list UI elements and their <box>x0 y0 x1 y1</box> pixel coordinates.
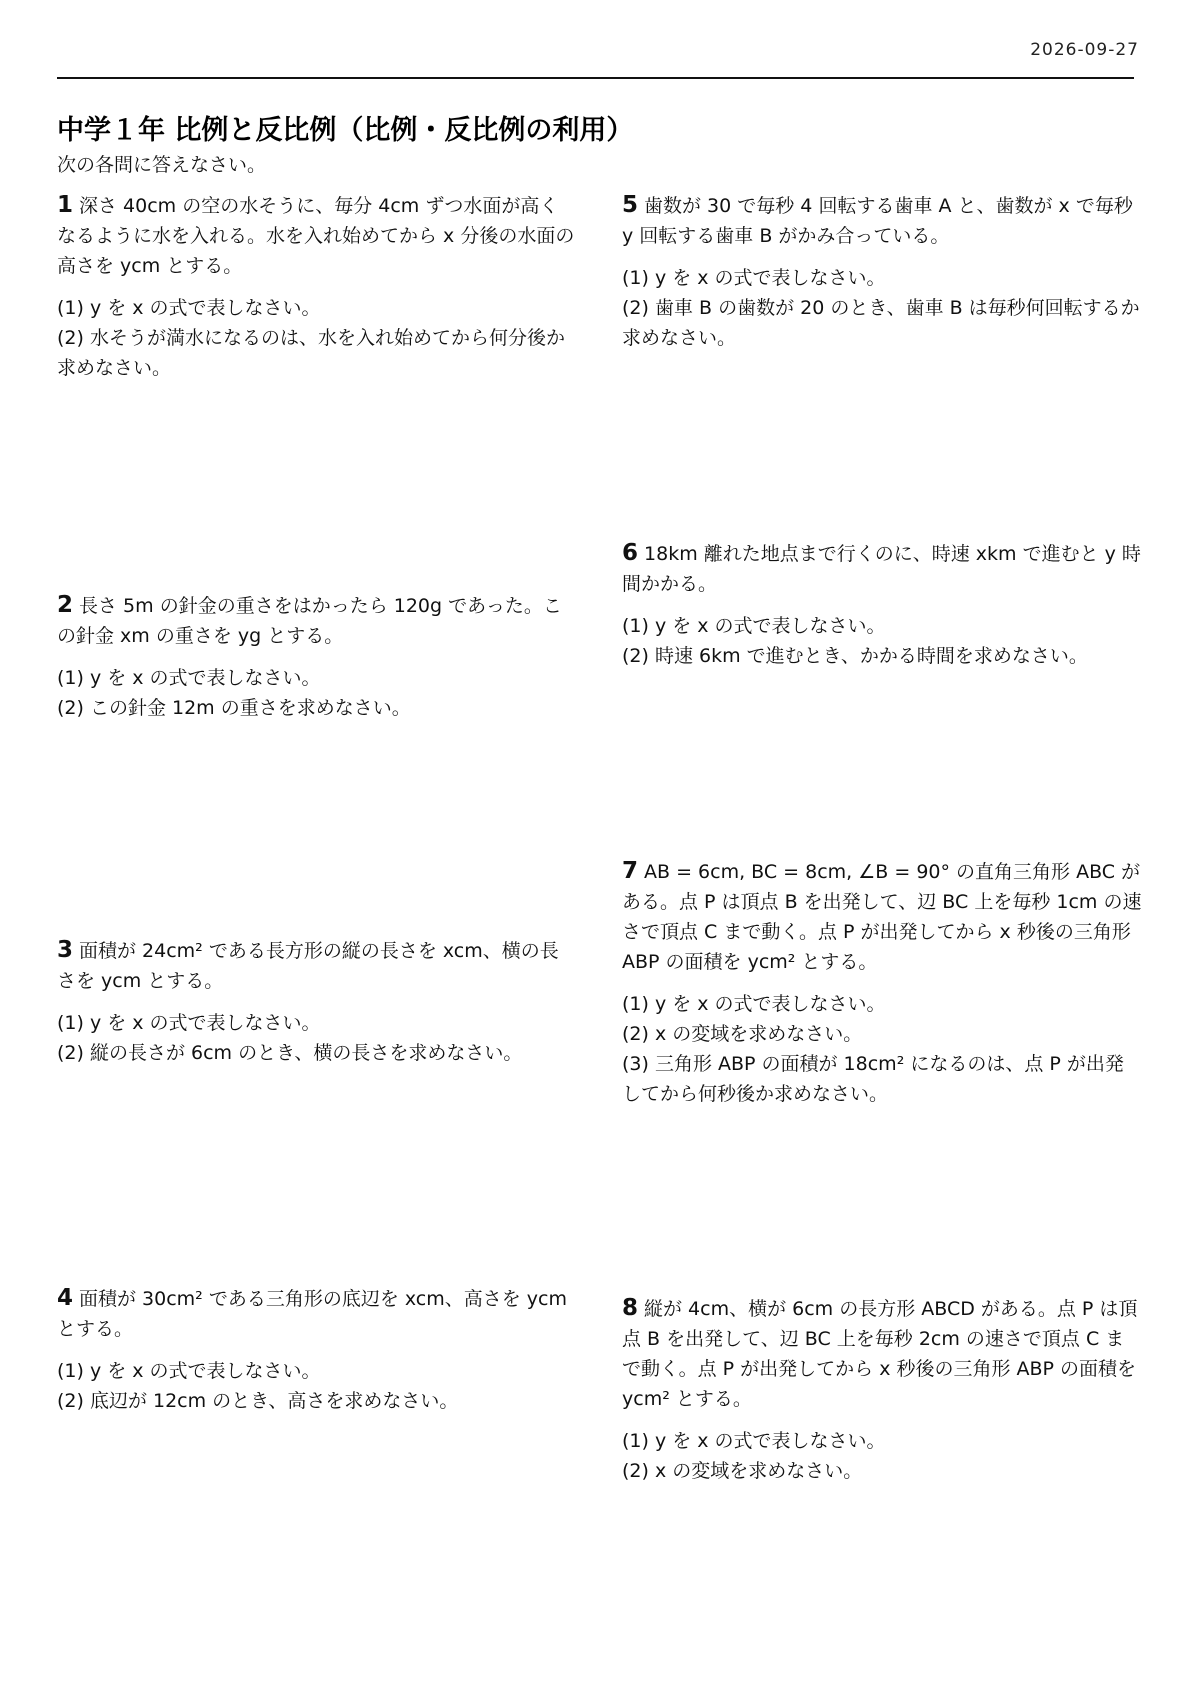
problem-stem: 面積が 24cm² である長方形の縦の長さを xcm、横の長さを ycm とする。 <box>57 940 559 992</box>
problem-number: 6 <box>622 540 639 566</box>
problem-number: 3 <box>57 937 74 963</box>
subquestion: (2) x の変域を求めなさい。 <box>622 1460 863 1482</box>
subquestion: (1) y を x の式で表しなさい。 <box>622 1430 886 1452</box>
instruction-text: 次の各問に答えなさい。 <box>57 154 267 176</box>
problem-7 <box>622 856 1142 1109</box>
subquestion: (1) y を x の式で表しなさい。 <box>57 667 321 689</box>
subquestion: (1) y を x の式で表しなさい。 <box>622 993 886 1015</box>
subquestion: (1) y を x の式で表しなさい。 <box>622 615 886 637</box>
problem-number: 8 <box>622 1295 639 1321</box>
problem-number: 1 <box>57 192 74 218</box>
problem-8 <box>622 1293 1142 1486</box>
subquestion: (1) y を x の式で表しなさい。 <box>57 1360 321 1382</box>
problem-2 <box>57 590 577 723</box>
subquestion: (1) y を x の式で表しなさい。 <box>622 267 886 289</box>
problem-4 <box>57 1283 577 1416</box>
problem-stem: 歯数が 30 で毎秒 4 回転する歯車 A と、歯数が x で毎秒 y 回転する歯車 B がかみ合っている。 <box>622 195 1133 247</box>
subquestion: (2) 水そうが満水になるのは、水を入れ始めてから何分後か求めなさい。 <box>57 327 565 379</box>
subquestion: (2) 底辺が 12cm のとき、高さを求めなさい。 <box>57 1390 459 1412</box>
problem-1 <box>57 190 577 383</box>
subquestion: (2) 時速 6km で進むとき、かかる時間を求めなさい。 <box>622 645 1088 667</box>
problem-number: 5 <box>622 192 639 218</box>
subquestion: (3) 三角形 ABP の面積が 18cm² になるのは、点 P が出発してから何秒後か求めなさい。 <box>622 1053 1124 1105</box>
problem-stem: 深さ 40cm の空の水そうに、毎分 4cm ずつ水面が高くなるように水を入れる。水を入れ始めてから x 分後の水面の高さを ycm とする。 <box>57 195 575 277</box>
problem-stem: AB = 6cm, BC = 8cm, ∠B = 90° の直角三角形 ABC がある。点 P は頂点 B を出発して、辺 BC 上を毎秒 1cm の速さで頂点 C まで動く。点 P が出発してから x 秒後の三角形 ABP の面積を ycm² とする。 <box>622 861 1142 973</box>
subquestion: (1) y を x の式で表しなさい。 <box>57 297 321 319</box>
problem-stem: 面積が 30cm² である三角形の底辺を xcm、高さを ycm とする。 <box>57 1288 567 1340</box>
problem-number: 2 <box>57 592 74 618</box>
date-label: 2026-09-27 <box>1030 40 1139 60</box>
subquestion: (2) この針金 12m の重さを求めなさい。 <box>57 697 411 719</box>
problem-number: 7 <box>622 858 639 884</box>
problem-stem: 縦が 4cm、横が 6cm の長方形 ABCD がある。点 P は頂点 B を出発して、辺 BC 上を毎秒 2cm の速さで頂点 C まで動く。点 P が出発してから x 秒後の三角形 ABP の面積を ycm² とする。 <box>622 1298 1138 1410</box>
problem-number: 4 <box>57 1285 74 1311</box>
subquestion: (2) 歯車 B の歯数が 20 のとき、歯車 B は毎秒何回転するか求めなさい。 <box>622 297 1140 349</box>
subquestion: (1) y を x の式で表しなさい。 <box>57 1012 321 1034</box>
subquestion: (2) 縦の長さが 6cm のとき、横の長さを求めなさい。 <box>57 1042 523 1064</box>
problem-stem: 長さ 5m の針金の重さをはかったら 120g であった。この針金 xm の重さを yg とする。 <box>57 595 562 647</box>
problem-5 <box>622 190 1142 353</box>
page-title: 中学１年 比例と反比例（比例・反比例の利用） <box>57 115 634 146</box>
problem-3 <box>57 935 577 1068</box>
problem-6 <box>622 538 1142 671</box>
subquestion: (2) x の変域を求めなさい。 <box>622 1023 863 1045</box>
header-rule <box>57 77 1134 79</box>
problem-stem: 18km 離れた地点まで行くのに、時速 xkm で進むと y 時間かかる。 <box>622 543 1141 595</box>
